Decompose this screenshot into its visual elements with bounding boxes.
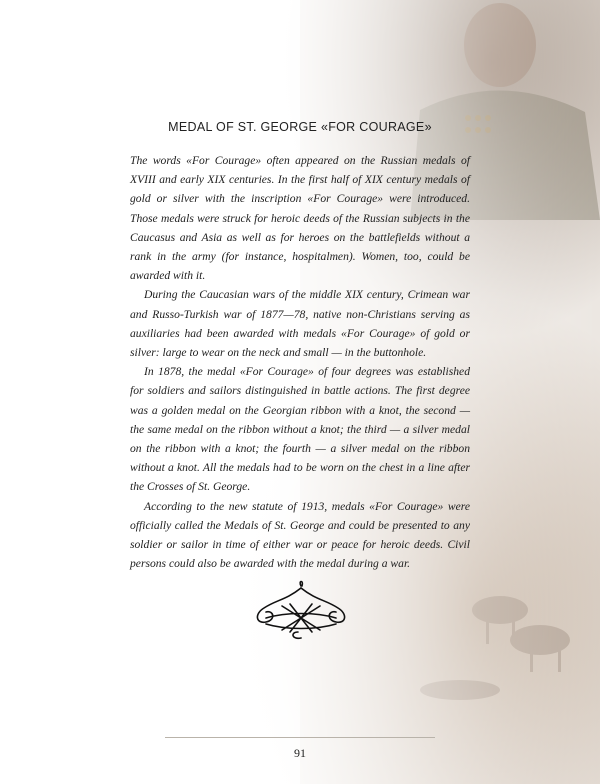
paragraph-4: According to the new statute of 1913, medals «For Courage» were officially called the Medals of St. George and could be presented to any soldier or sailor in time of either war or peace for heroic deeds. Civil persons could also be awarded with the medal during a war.	[130, 499, 470, 571]
paragraph-1: The words «For Courage» often appeared on the Russian medals of XVIII and early XIX centuries. In the first half of XIX century medals of gold or silver with the inscription «For Courage» were introduced. Those medals were struck for heroic deeds of the Russian subjects in the Caucasus and Asia as well as for heroes on the battlefields without a rank in the army (for instance, hospitalmen). Women, too, could be awarded with it.	[130, 154, 470, 283]
page-title: MEDAL OF ST. GEORGE «FOR COURAGE»	[168, 120, 432, 134]
paragraph-3: In 1878, the medal «For Courage» of four degrees was established for soldiers and sailors distinguished in battle actions. The first degree was a golden medal on the Georgian ribbon with a knot, the second — the same medal on the ribbon without a knot; the third — a silver medal on the ribbon with a knot; the fourth — a silver medal on the ribbon without a knot. All the medals had to be worn on the chest in a line after the Crosses of St. George.	[130, 365, 470, 494]
page-number: 91	[294, 746, 306, 760]
article-body	[130, 151, 470, 573]
calligraphic-flourish-icon	[246, 578, 356, 648]
footer-divider	[165, 737, 435, 738]
paragraph-2: During the Caucasian wars of the middle XIX century, Crimean war and Russo-Turkish war of 1877—78, native non-Christians serving as auxiliaries had been awarded with medals «For Courage» of gold or silver: large to wear on the neck and small — in the buttonhole.	[130, 288, 470, 360]
